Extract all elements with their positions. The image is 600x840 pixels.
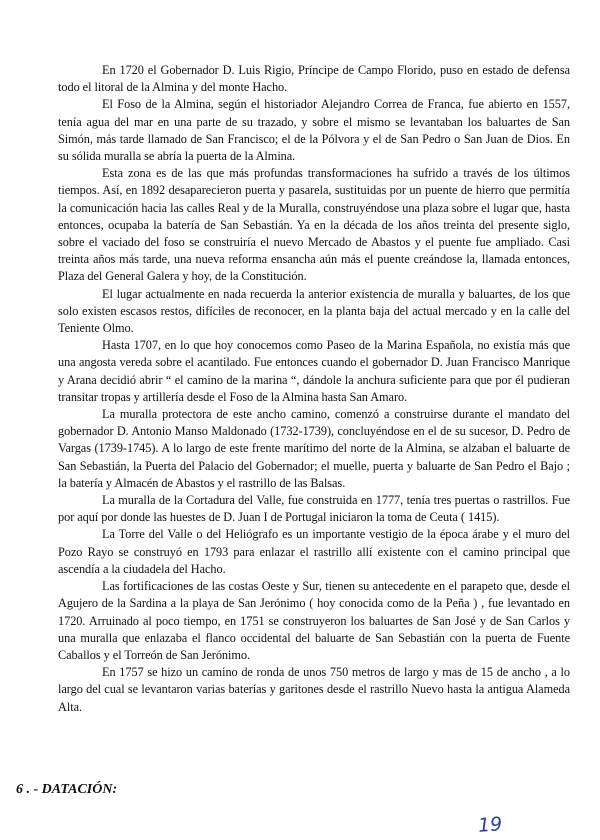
paragraph-1: En 1720 el Gobernador D. Luis Rigio, Príncipe de Campo Florido, puso en estado de defensa todo el litoral de la Almina y del monte Hacho. (58, 63, 570, 95)
paragraph-7: La muralla de la Cortadura del Valle, fue construida en 1777, tenía tres puertas o rastrillos. Fue por aquí por donde las huestes de D. Juan I de Portugal iniciaron la toma de Ceuta ( 1415). (58, 493, 570, 525)
paragraph-3: Esta zona es de las que más profundas transformaciones ha sufrido a través de los últimos tiempos. Así, en 1892 desaparecieron puerta y pasarela, sustituidas por un puente de hierro que permitía la comunicación hacia las calles Real y de la Muralla, construyéndose una plaza sobre el lugar que, hasta entonces, ocupaba la batería de San Sebastián. Ya en la década de los años treinta del presente siglo, sobre el vaciado del foso se construiría el nuevo Mercado de Abastos y el puente fue ampliado. Casi treinta años más tarde, una nueva reforma ensancha aún más el puente creándose la, llamada entonces, Plaza del General Galera y hoy, de la Constitución. (58, 166, 570, 284)
paragraph-10: En 1757 se hizo un camino de ronda de unos 750 metros de largo y mas de 15 de ancho , a lo largo del cual se levantaron varias baterías y garitones desde el rastrillo Nuevo hasta la antigua Alameda Alta. (58, 665, 570, 714)
paragraph-8: La Torre del Valle o del Heliógrafo es un importante vestigio de la época árabe y el muro del Pozo Rayo se construyó en 1793 para enlazar el rastrillo allí existente con el camino principal que ascendía a la ciudadela del Hacho. (58, 527, 570, 576)
paragraph-9: Las fortificaciones de las costas Oeste y Sur, tienen su antecedente en el parapeto que, desde el Agujero de la Sardina a la playa de San Jerónimo ( hoy conocida como de la Peña ) , fue levantado en 1720. Arruinado al poco tiempo, en 1751 se construyeron los baluartes de San José y de San Carlos y una muralla que enlazaba el flanco occidental del baluarte de San Sebastián con la puerta de Fuente Caballos y el Torreón de San Jerónimo. (58, 579, 570, 662)
handwritten-page-number: 19 (477, 813, 503, 837)
paragraph-2: El Foso de la Almina, según el historiador Alejandro Correa de Franca, fue abierto en 1557, tenía agua del mar en una parte de su trazado, y sobre el mismo se levantaban los baluartes de San Simón, más tarde llamado de San Francisco; el de la Pólvora y el de San Pedro o San Juan de Dios. En su sólida muralla se abría la puerta de la Almina. (58, 97, 570, 164)
paragraph-5: Hasta 1707, en lo que hoy conocemos como Paseo de la Marina Española, no existía más que una angosta vereda sobre el acantilado. Fue entonces cuando el gobernador D. Juan Francisco Manrique y Arana decidió abrir “ el camino de la marina “, dándole la anchura suficiente para que por él pudieran transitar tropas y artillería desde el Foso de la Almina hasta San Amaro. (58, 338, 570, 404)
paragraph-4: El lugar actualmente en nada recuerda la anterior existencia de muralla y baluartes, de los que solo existen escasos restos, difíciles de reconocer, en la planta baja del actual mercado y en la calle del Teniente Olmo. (58, 286, 570, 336)
document-body (58, 62, 570, 716)
section-heading: 6 . - DATACIÓN: (16, 782, 118, 797)
paragraph-6: La muralla protectora de este ancho camino, comenzó a construirse durante el mandato del gobernador D. Antonio Manso Maldonado (1732-1739), concluyéndose en el de su sucesor, D. Pedro de Vargas (1739-1745). A lo largo de este frente marítimo del norte de la Almina, se alzaban el baluarte de San Sebastián, la Puerta del Palacio del Gobernador; el muelle, puerta y baluarte de San Pedro el Bajo ; la batería y Almacén de Abastos y el rastrillo de las Balsas. (58, 407, 570, 490)
